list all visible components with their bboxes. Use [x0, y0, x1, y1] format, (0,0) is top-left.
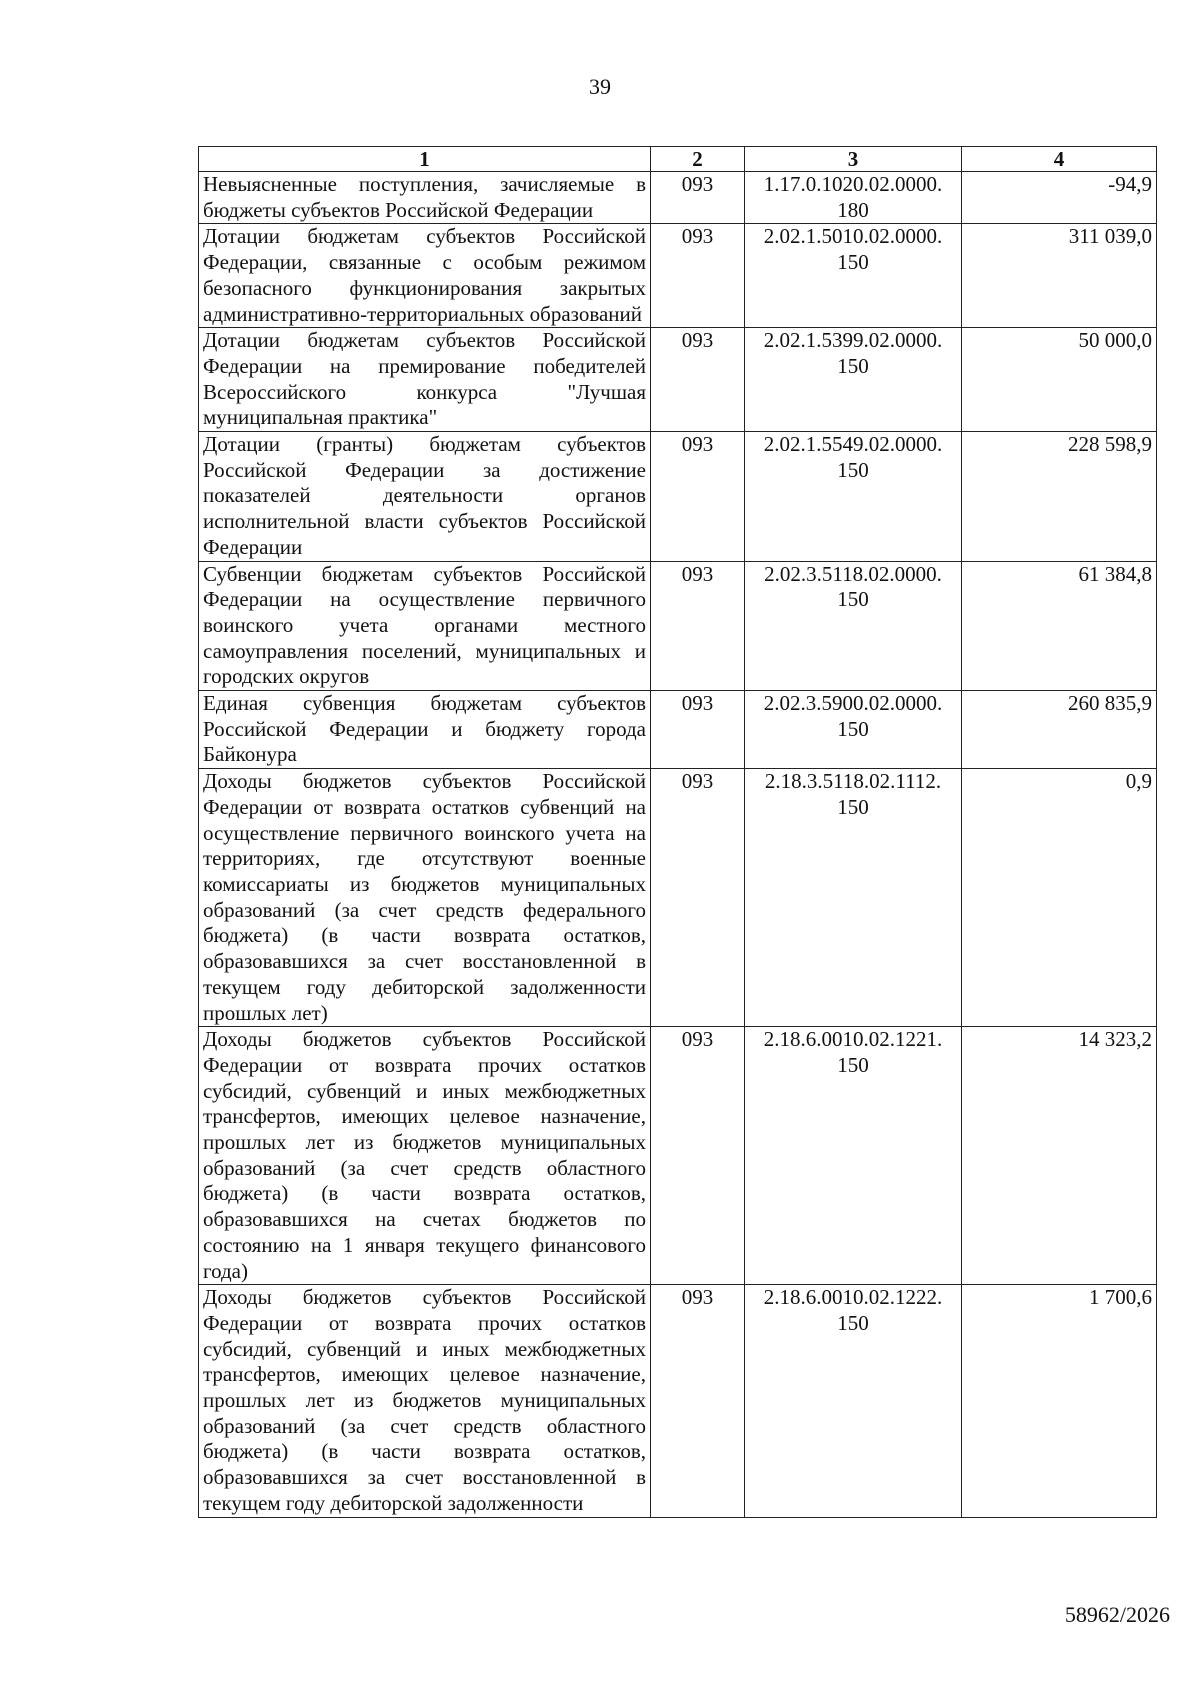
administrator-code: 093 — [651, 1027, 745, 1285]
revenue-description: Невыясненные поступления, зачисляемые в бюджеты субъектов Российской Федерации — [199, 172, 651, 224]
administrator-code: 093 — [651, 769, 745, 1027]
revenue-description: Дотации бюджетам субъектов Российской Федерации, связанные с особым режимом безопасного функционирования закрытых административно-территориальных образований — [199, 224, 651, 328]
budget-classification-code — [745, 172, 962, 224]
table-header-row — [199, 147, 1157, 172]
code-line-1: 2.02.3.5118.02.0000. — [764, 561, 942, 586]
amount-value: 1 700,6 — [962, 1285, 1157, 1517]
revenue-description: Субвенции бюджетам субъектов Российской Федерации на осуществление первичного воинского учета органами местного самоуправления поселений, муниципальных и городских округов — [199, 561, 651, 691]
code-line-1: 2.18.3.5118.02.1112. — [764, 769, 942, 794]
amount-value: 61 384,8 — [962, 561, 1157, 691]
amount-value: 260 835,9 — [962, 691, 1157, 769]
administrator-code: 093 — [651, 328, 745, 432]
code-line-2: 150 — [837, 1052, 869, 1077]
revenue-table — [198, 146, 1157, 1518]
code-line-1: 2.18.6.0010.02.1221. — [763, 1027, 943, 1052]
column-header-3: 3 — [745, 147, 962, 172]
code-line-1: 2.02.1.5010.02.0000. — [763, 224, 943, 249]
code-line-2: 150 — [837, 457, 869, 482]
administrator-code: 093 — [651, 172, 745, 224]
revenue-description: Доходы бюджетов субъектов Российской Федерации от возврата остатков субвенций на осуществление первичного воинского учета на территориях, где отсутствуют военные комиссариаты из бюджетов муниципальных образований (за счет средств федерального бюджета) (в части возврата остатков, образовавшихся за счет восстановленной в текущем году дебиторской задолженности прошлых лет) — [199, 769, 651, 1027]
code-line-1: 2.18.6.0010.02.1222. — [763, 1285, 943, 1310]
budget-classification-code — [745, 328, 962, 432]
revenue-description: Доходы бюджетов субъектов Российской Федерации от возврата прочих остатков субсидий, субвенций и иных межбюджетных трансфертов, имеющих целевое назначение, прошлых лет из бюджетов муниципальных образований (за счет средств областного бюджета) (в части возврата остатков, образовавшихся за счет восстановленной в текущем году дебиторской задолженности — [199, 1285, 651, 1517]
code-line-1: 2.02.1.5399.02.0000. — [763, 328, 943, 353]
table-row — [199, 328, 1157, 432]
revenue-description: Единая субвенция бюджетам субъектов Российской Федерации и бюджету города Байконура — [199, 691, 651, 769]
amount-value: 14 323,2 — [962, 1027, 1157, 1285]
table-body — [199, 172, 1157, 1518]
budget-classification-code — [745, 224, 962, 328]
table-row — [199, 1027, 1157, 1285]
code-line-2: 150 — [837, 794, 869, 819]
table-row — [199, 432, 1157, 562]
column-header-4: 4 — [962, 147, 1157, 172]
administrator-code: 093 — [651, 224, 745, 328]
revenue-description: Доходы бюджетов субъектов Российской Федерации от возврата прочих остатков субсидий, субвенций и иных межбюджетных трансфертов, имеющих целевое назначение, прошлых лет из бюджетов муниципальных образований (за счет средств областного бюджета) (в части возврата остатков, образовавшихся на счетах бюджетов по состоянию на 1 января текущего финансового года) — [199, 1027, 651, 1285]
administrator-code: 093 — [651, 432, 745, 562]
budget-classification-code — [745, 1285, 962, 1517]
code-line-2: 180 — [837, 197, 869, 222]
code-line-1: 2.02.1.5549.02.0000. — [763, 432, 943, 457]
table-row — [199, 769, 1157, 1027]
budget-classification-code — [745, 432, 962, 562]
amount-value: -94,9 — [962, 172, 1157, 224]
document-number: 58962/2026 — [1064, 1602, 1170, 1627]
column-header-1: 1 — [199, 147, 651, 172]
code-line-2: 150 — [837, 353, 869, 378]
code-line-2: 150 — [837, 250, 869, 275]
administrator-code: 093 — [651, 561, 745, 691]
revenue-description: Дотации (гранты) бюджетам субъектов Российской Федерации за достижение показателей деятельности органов исполнительной власти субъектов Российской Федерации — [199, 432, 651, 562]
amount-value: 228 598,9 — [962, 432, 1157, 562]
table-row — [199, 1285, 1157, 1517]
code-line-1: 1.17.0.1020.02.0000. — [763, 172, 943, 196]
table-row — [199, 561, 1157, 691]
code-line-2: 150 — [837, 587, 869, 612]
table-row — [199, 691, 1157, 769]
budget-classification-code — [745, 561, 962, 691]
amount-value: 0,9 — [962, 769, 1157, 1027]
column-header-2: 2 — [651, 147, 745, 172]
administrator-code: 093 — [651, 691, 745, 769]
code-line-2: 150 — [837, 1310, 869, 1335]
table-row — [199, 224, 1157, 328]
budget-classification-code — [745, 1027, 962, 1285]
amount-value: 50 000,0 — [962, 328, 1157, 432]
code-line-1: 2.02.3.5900.02.0000. — [763, 691, 943, 716]
code-line-2: 150 — [837, 716, 869, 741]
administrator-code: 093 — [651, 1285, 745, 1517]
amount-value: 311 039,0 — [962, 224, 1157, 328]
page-number: 39 — [589, 74, 611, 99]
table-row — [199, 172, 1157, 224]
revenue-description: Дотации бюджетам субъектов Российской Федерации на премирование победителей Всероссийского конкурса "Лучшая муниципальная практика" — [199, 328, 651, 432]
budget-classification-code — [745, 691, 962, 769]
budget-classification-code — [745, 769, 962, 1027]
